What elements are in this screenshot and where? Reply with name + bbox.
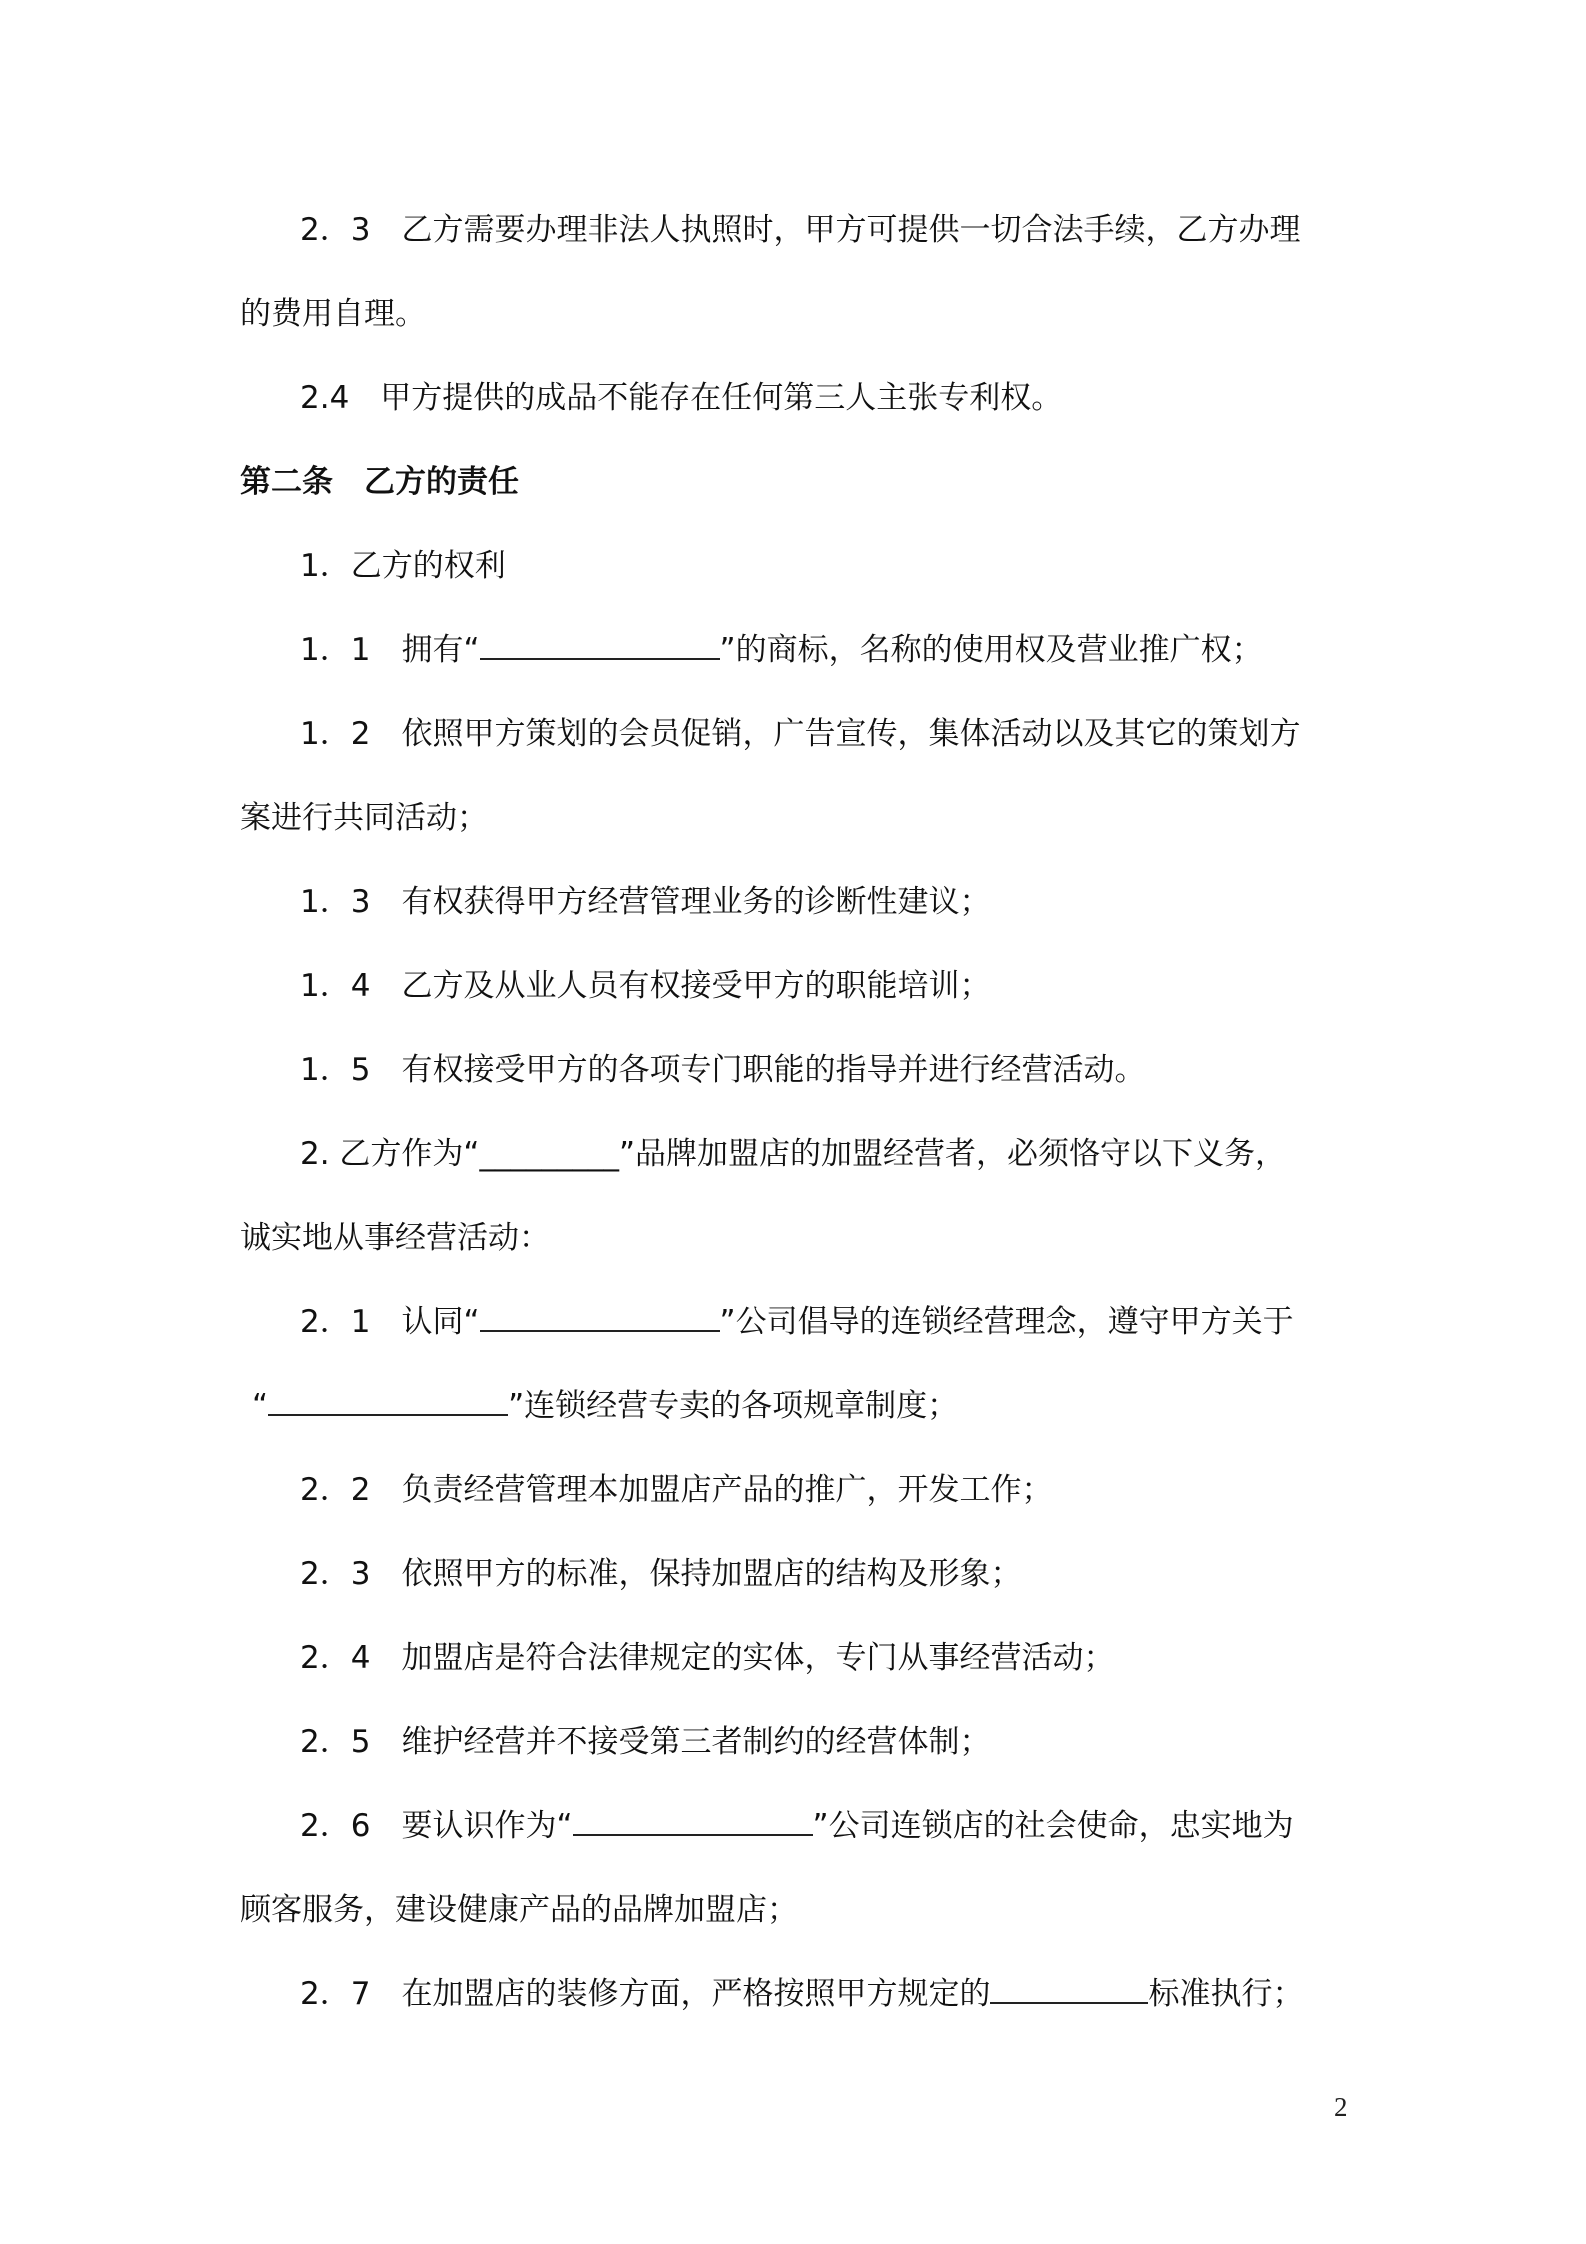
paragraph-2: 2. 乙方作为“_________”品牌加盟店的加盟经营者，必须恪守以下义务，: [300, 1136, 1287, 1172]
blank-field[interactable]: [573, 1806, 813, 1836]
paragraph-2-1-end: ”公司倡导的连锁经营理念，遵守甲方关于: [719, 1304, 1294, 1340]
paragraph-2-cont: 诚实地从事经营活动：: [240, 1220, 550, 1256]
paragraph-2-6: [300, 1806, 1294, 1846]
paragraph-2-1-cont: [252, 1386, 958, 1426]
paragraph-1-1-start: 1．1 拥有“: [300, 632, 480, 668]
paragraph-2-6-end: ”公司连锁店的社会使命，忠实地为: [812, 1808, 1294, 1844]
paragraph-2-1: [300, 1302, 1294, 1342]
paragraph-2-1-cont-end: ”连锁经营专卖的各项规章制度；: [508, 1388, 959, 1424]
blank-field[interactable]: [480, 1302, 720, 1332]
section-heading: 第二条 乙方的责任: [240, 464, 519, 500]
paragraph-2-3: 2．3 乙方需要办理非法人执照时，甲方可提供一切合法手续，乙方办理: [300, 212, 1301, 248]
paragraph-2-5: 2．5 维护经营并不接受第三者制约的经营体制；: [300, 1724, 991, 1760]
blank-field[interactable]: [268, 1386, 508, 1416]
paragraph-2-7-start: 2．7 在加盟店的装修方面，严格按照甲方规定的: [300, 1976, 991, 2012]
paragraph-2-1-start: 2．1 认同“: [300, 1304, 480, 1340]
paragraph-2-3b: 2．3 依照甲方的标准，保持加盟店的结构及形象；: [300, 1556, 1022, 1592]
paragraph-2-3-cont: 的费用自理。: [240, 296, 426, 332]
paragraph-2-6-start: 2．6 要认识作为“: [300, 1808, 573, 1844]
paragraph-1-3: 1．3 有权获得甲方经营管理业务的诊断性建议；: [300, 884, 991, 920]
paragraph-1-2-cont: 案进行共同活动；: [240, 800, 488, 836]
paragraph-1-1-end: ”的商标，名称的使用权及营业推广权；: [719, 632, 1263, 668]
paragraph-1-4: 1．4 乙方及从业人员有权接受甲方的职能培训；: [300, 968, 991, 1004]
blank-field[interactable]: [480, 630, 720, 660]
paragraph-2-4: 2.4 甲方提供的成品不能存在任何第三人主张专利权。: [300, 380, 1063, 416]
paragraph-2-6-cont: 顾客服务，建设健康产品的品牌加盟店；: [240, 1892, 798, 1928]
paragraph-2-7: [300, 1974, 1303, 2014]
paragraph-2-7-end: 标准执行；: [1148, 1976, 1304, 2012]
subheading-rights: 1．乙方的权利: [300, 548, 506, 584]
paragraph-1-1: [300, 630, 1263, 670]
paragraph-2-4b: 2．4 加盟店是符合法律规定的实体，专门从事经营活动；: [300, 1640, 1115, 1676]
blank-field[interactable]: [990, 1974, 1148, 2004]
paragraph-1-5: 1．5 有权接受甲方的各项专门职能的指导并进行经营活动。: [300, 1052, 1146, 1088]
page-number: 2: [1334, 2092, 1348, 2122]
paragraph-2-2: 2．2 负责经营管理本加盟店产品的推广，开发工作；: [300, 1472, 1053, 1508]
open-quote: “: [252, 1388, 269, 1424]
paragraph-1-2: 1．2 依照甲方策划的会员促销，广告宣传，集体活动以及其它的策划方: [300, 716, 1301, 752]
